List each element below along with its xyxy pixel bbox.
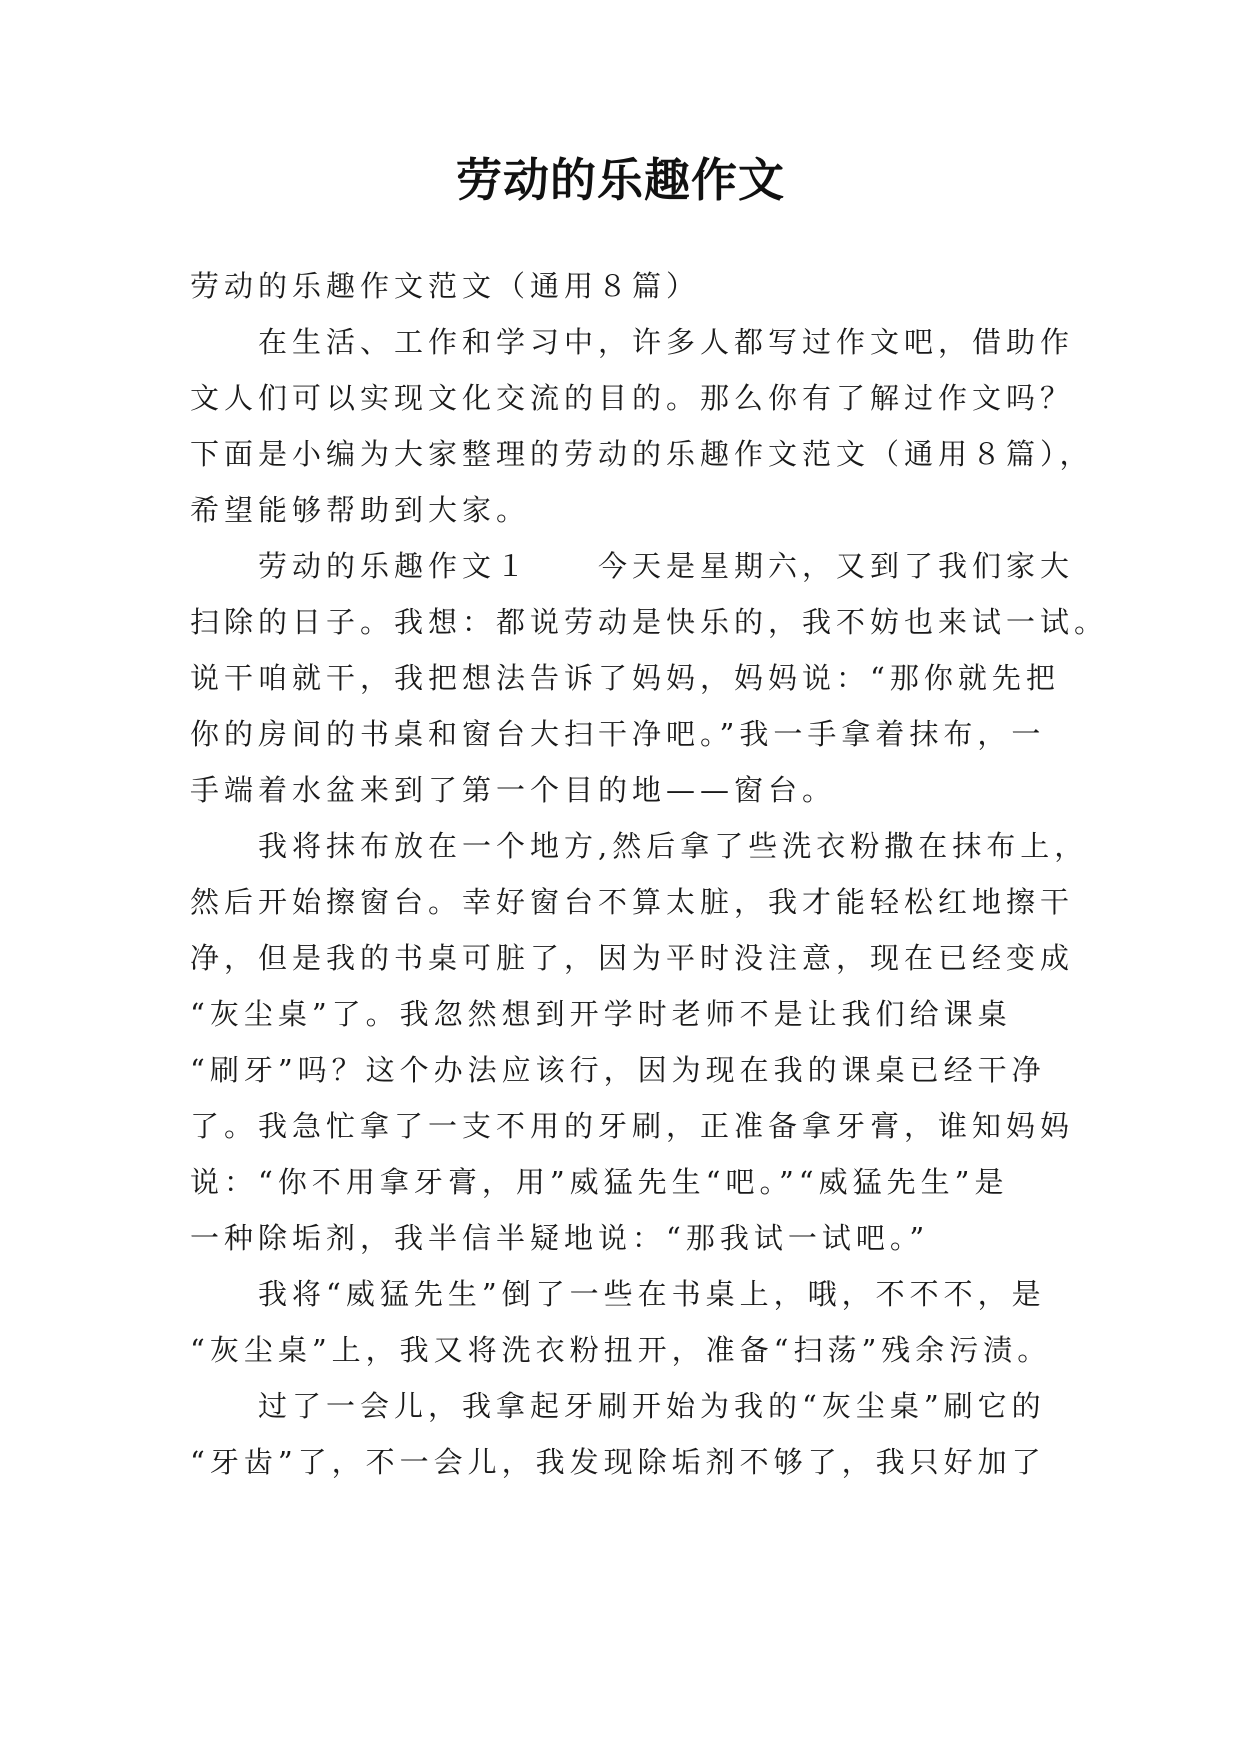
- text-line: “刷牙”吗？这个办法应该行，因为现在我的课桌已经干净: [190, 1053, 1046, 1087]
- text-line: 手端着水盆来到了第一个目的地——窗台。: [190, 773, 837, 807]
- text-line: 我将抹布放在一个地方,然后拿了些洗衣粉撒在抹布上，: [258, 829, 1089, 863]
- text-line: 一种除垢剂，我半信半疑地说：“那我试一试吧。”: [190, 1221, 930, 1255]
- text-line: 说：“你不用拿牙膏，用”威猛先生“吧。”“威猛先生”是: [190, 1165, 1009, 1199]
- text-line: 劳动的乐趣作文１ 今天是星期六，又到了我们家大: [258, 549, 1075, 583]
- text-line: 然后开始擦窗台。幸好窗台不算太脏，我才能轻松红地擦干: [190, 885, 1075, 919]
- document-title: 劳动的乐趣作文: [456, 153, 785, 207]
- text-line: 下面是小编为大家整理的劳动的乐趣作文范文（通用８篇），: [190, 437, 1094, 471]
- text-line: 扫除的日子。我想：都说劳动是快乐的，我不妨也来试一试。: [190, 605, 1109, 639]
- text-line: 净，但是我的书桌可脏了，因为平时没注意，现在已经变成: [190, 941, 1075, 975]
- text-line: 劳动的乐趣作文范文（通用８篇）: [190, 269, 701, 303]
- text-line: “灰尘桌”了。我忽然想到开学时老师不是让我们给课桌: [190, 997, 1012, 1031]
- text-line: 你的房间的书桌和窗台大扫干净吧。”我一手拿着抹布，一: [190, 717, 1046, 751]
- text-line: 文人们可以实现文化交流的目的。那么你有了解过作文吗？: [190, 381, 1075, 415]
- text-line: 了。我急忙拿了一支不用的牙刷，正准备拿牙膏，谁知妈妈: [190, 1109, 1075, 1143]
- text-line: 我将“威猛先生”倒了一些在书桌上，哦，不不不，是: [258, 1277, 1046, 1311]
- document-body: [190, 258, 1109, 1490]
- text-line: 过了一会儿，我拿起牙刷开始为我的“灰尘桌”刷它的: [258, 1389, 1046, 1423]
- text-line: “牙齿”了，不一会儿，我发现除垢剂不够了，我只好加了: [190, 1445, 1046, 1479]
- text-line: 在生活、工作和学习中，许多人都写过作文吧，借助作: [258, 325, 1075, 359]
- text-line: 希望能够帮助到大家。: [190, 493, 531, 527]
- text-line: “灰尘桌”上，我又将洗衣粉扭开，准备“扫荡”残余污渍。: [190, 1333, 1052, 1367]
- text-line: 说干咱就干，我把想法告诉了妈妈，妈妈说：“那你就先把: [190, 661, 1060, 695]
